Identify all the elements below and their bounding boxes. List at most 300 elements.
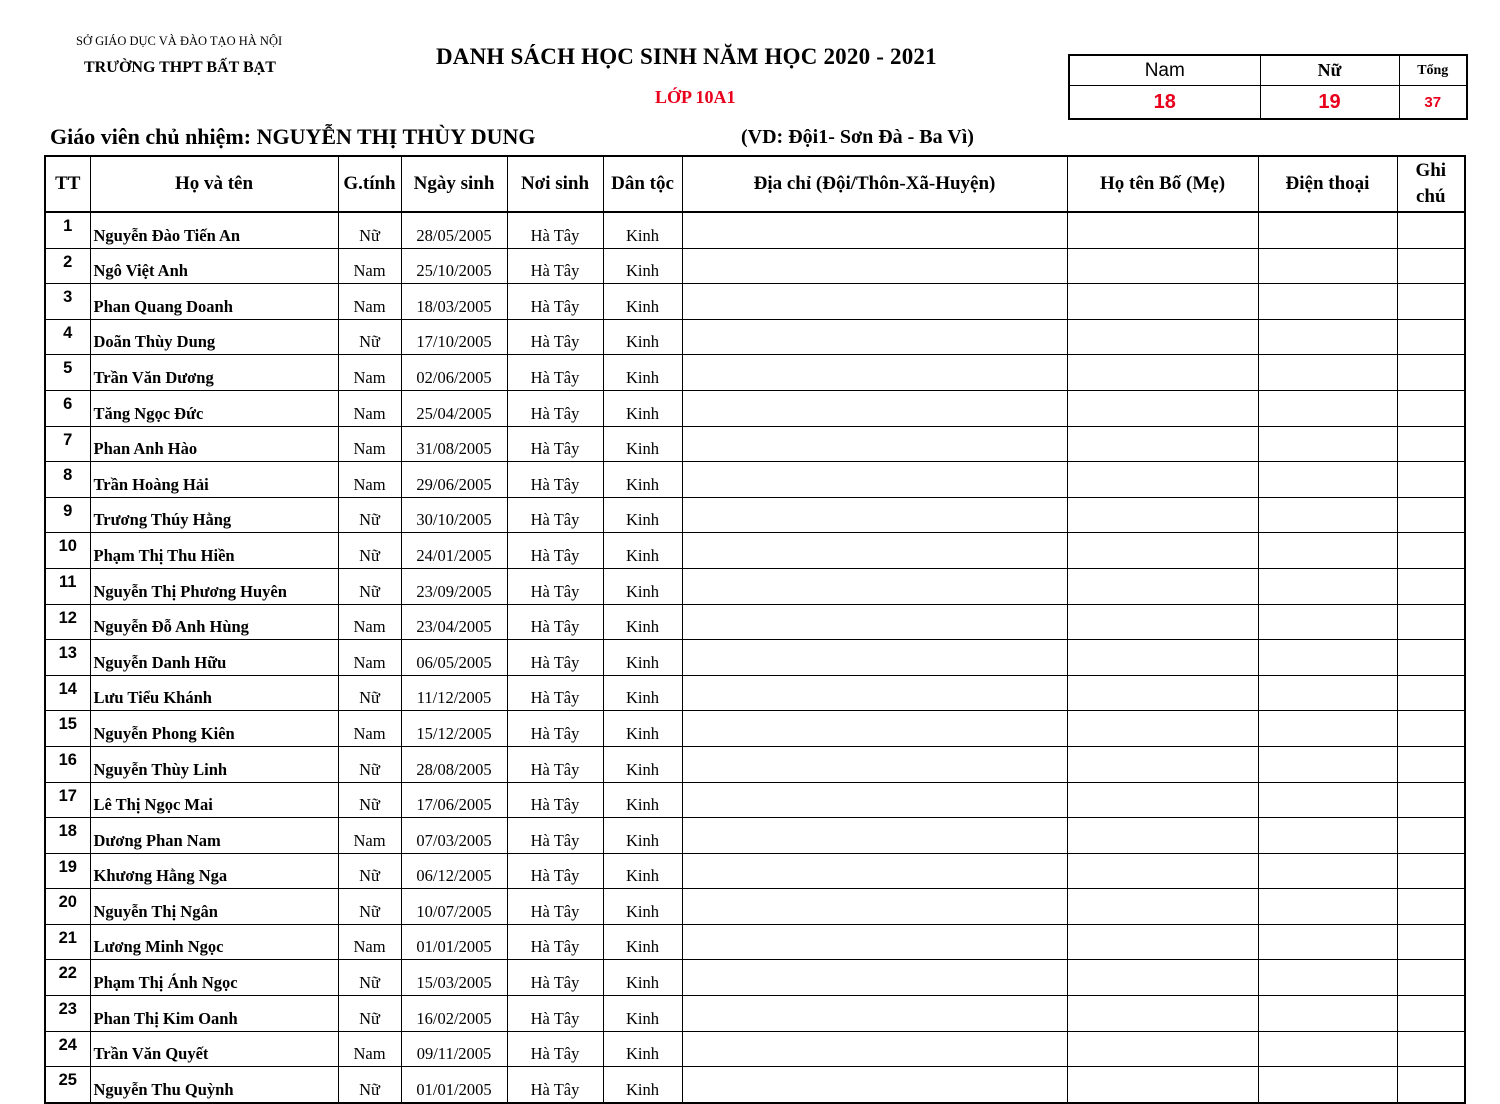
row-number: 7: [45, 426, 90, 462]
student-address: [682, 1031, 1067, 1067]
student-dob: 24/01/2005: [401, 533, 507, 569]
student-name: Nguyễn Thị Ngân: [90, 889, 338, 925]
student-birthplace: Hà Tây: [507, 604, 603, 640]
student-ethnicity: Kinh: [603, 640, 682, 676]
student-address: [682, 675, 1067, 711]
parent-name: [1067, 284, 1258, 320]
parent-name: [1067, 604, 1258, 640]
col-note-line2: chú: [1415, 186, 1446, 207]
table-row: [45, 533, 1465, 569]
student-dob: 23/04/2005: [401, 604, 507, 640]
table-row: [45, 355, 1465, 391]
student-name: Khương Hằng Nga: [90, 853, 338, 889]
row-number: 21: [45, 924, 90, 960]
col-name: Họ và tên: [90, 156, 338, 212]
student-birthplace: Hà Tây: [507, 818, 603, 854]
student-gender: Nam: [338, 426, 401, 462]
student-name: Phạm Thị Ánh Ngọc: [90, 960, 338, 996]
student-dob: 28/08/2005: [401, 746, 507, 782]
phone-number: [1258, 604, 1397, 640]
parent-name: [1067, 746, 1258, 782]
phone-number: [1258, 711, 1397, 747]
student-dob: 28/05/2005: [401, 212, 507, 248]
student-birthplace: Hà Tây: [507, 711, 603, 747]
note: [1397, 426, 1465, 462]
note: [1397, 533, 1465, 569]
student-gender: Nam: [338, 462, 401, 498]
table-row: [45, 782, 1465, 818]
table-row: [45, 248, 1465, 284]
student-name: Nguyễn Thùy Linh: [90, 746, 338, 782]
table-row: [45, 818, 1465, 854]
phone-number: [1258, 284, 1397, 320]
phone-number: [1258, 497, 1397, 533]
note: [1397, 319, 1465, 355]
student-list-table: [44, 155, 1466, 1104]
col-tt: TT: [45, 156, 90, 212]
student-dob: 10/07/2005: [401, 889, 507, 925]
note: [1397, 711, 1465, 747]
student-dob: 30/10/2005: [401, 497, 507, 533]
note: [1397, 284, 1465, 320]
student-name: Nguyễn Thu Quỳnh: [90, 1067, 338, 1103]
col-phone: Điện thoại: [1258, 156, 1397, 212]
student-address: [682, 284, 1067, 320]
row-number: 18: [45, 818, 90, 854]
note: [1397, 889, 1465, 925]
student-name: Nguyễn Danh Hữu: [90, 640, 338, 676]
student-ethnicity: Kinh: [603, 390, 682, 426]
student-birthplace: Hà Tây: [507, 284, 603, 320]
table-row: [45, 426, 1465, 462]
student-birthplace: Hà Tây: [507, 675, 603, 711]
student-ethnicity: Kinh: [603, 924, 682, 960]
col-note-line1: Ghi: [1415, 160, 1447, 181]
student-dob: 16/02/2005: [401, 996, 507, 1032]
table-row: [45, 1031, 1465, 1067]
student-address: [682, 533, 1067, 569]
student-dob: 06/12/2005: [401, 853, 507, 889]
student-dob: 25/04/2005: [401, 390, 507, 426]
phone-number: [1258, 675, 1397, 711]
student-ethnicity: Kinh: [603, 568, 682, 604]
student-address: [682, 924, 1067, 960]
note: [1397, 390, 1465, 426]
phone-number: [1258, 996, 1397, 1032]
note: [1397, 853, 1465, 889]
student-dob: 11/12/2005: [401, 675, 507, 711]
phone-number: [1258, 889, 1397, 925]
row-number: 17: [45, 782, 90, 818]
col-dob: Ngày sinh: [401, 156, 507, 212]
total-count: 37: [1399, 86, 1467, 120]
class-name: LỚP 10A1: [655, 87, 736, 107]
col-note: [1397, 156, 1465, 212]
student-name: Tăng Ngọc Đức: [90, 390, 338, 426]
row-number: 23: [45, 996, 90, 1032]
student-gender: Nữ: [338, 960, 401, 996]
col-parent: Họ tên Bố (Mẹ): [1067, 156, 1258, 212]
student-name: Dương Phan Nam: [90, 818, 338, 854]
parent-name: [1067, 711, 1258, 747]
student-dob: 31/08/2005: [401, 426, 507, 462]
student-gender: Nam: [338, 818, 401, 854]
note: [1397, 960, 1465, 996]
student-address: [682, 319, 1067, 355]
note: [1397, 782, 1465, 818]
student-dob: 25/10/2005: [401, 248, 507, 284]
student-ethnicity: Kinh: [603, 711, 682, 747]
col-ethnicity: Dân tộc: [603, 156, 682, 212]
phone-number: [1258, 1067, 1397, 1103]
phone-number: [1258, 924, 1397, 960]
note: [1397, 746, 1465, 782]
table-row: [45, 675, 1465, 711]
note: [1397, 640, 1465, 676]
table-row: [45, 497, 1465, 533]
student-name: Lưu Tiểu Khánh: [90, 675, 338, 711]
school-name: TRƯỜNG THPT BẤT BẠT: [84, 59, 276, 76]
student-ethnicity: Kinh: [603, 853, 682, 889]
student-name: Phan Anh Hào: [90, 426, 338, 462]
student-gender: Nam: [338, 390, 401, 426]
note: [1397, 212, 1465, 248]
phone-number: [1258, 319, 1397, 355]
student-dob: 17/06/2005: [401, 782, 507, 818]
parent-name: [1067, 818, 1258, 854]
row-number: 24: [45, 1031, 90, 1067]
phone-number: [1258, 1031, 1397, 1067]
student-dob: 07/03/2005: [401, 818, 507, 854]
parent-name: [1067, 853, 1258, 889]
col-birthplace: Nơi sinh: [507, 156, 603, 212]
phone-number: [1258, 960, 1397, 996]
student-gender: Nam: [338, 924, 401, 960]
student-ethnicity: Kinh: [603, 212, 682, 248]
parent-name: [1067, 960, 1258, 996]
row-number: 22: [45, 960, 90, 996]
student-ethnicity: Kinh: [603, 604, 682, 640]
row-number: 10: [45, 533, 90, 569]
phone-number: [1258, 426, 1397, 462]
student-gender: Nữ: [338, 746, 401, 782]
student-ethnicity: Kinh: [603, 248, 682, 284]
parent-name: [1067, 675, 1258, 711]
student-gender: Nữ: [338, 533, 401, 569]
parent-name: [1067, 426, 1258, 462]
student-ethnicity: Kinh: [603, 960, 682, 996]
student-gender: Nữ: [338, 889, 401, 925]
student-gender: Nam: [338, 355, 401, 391]
row-number: 19: [45, 853, 90, 889]
student-ethnicity: Kinh: [603, 996, 682, 1032]
student-address: [682, 746, 1067, 782]
student-name: Trần Văn Quyết: [90, 1031, 338, 1067]
student-gender: Nữ: [338, 1067, 401, 1103]
student-birthplace: Hà Tây: [507, 746, 603, 782]
homeroom-teacher: Giáo viên chủ nhiệm: NGUYỄN THỊ THÙY DUNG: [50, 124, 536, 149]
note: [1397, 996, 1465, 1032]
table-row: [45, 960, 1465, 996]
student-ethnicity: Kinh: [603, 355, 682, 391]
student-ethnicity: Kinh: [603, 1031, 682, 1067]
student-dob: 15/12/2005: [401, 711, 507, 747]
table-row: [45, 390, 1465, 426]
student-dob: 09/11/2005: [401, 1031, 507, 1067]
note: [1397, 568, 1465, 604]
student-address: [682, 640, 1067, 676]
student-dob: 18/03/2005: [401, 284, 507, 320]
student-ethnicity: Kinh: [603, 497, 682, 533]
student-name: Ngô Việt Anh: [90, 248, 338, 284]
student-birthplace: Hà Tây: [507, 924, 603, 960]
student-ethnicity: Kinh: [603, 889, 682, 925]
parent-name: [1067, 462, 1258, 498]
row-number: 1: [45, 212, 90, 248]
row-number: 12: [45, 604, 90, 640]
student-birthplace: Hà Tây: [507, 497, 603, 533]
parent-name: [1067, 640, 1258, 676]
student-name: Phan Quang Doanh: [90, 284, 338, 320]
table-row: [45, 568, 1465, 604]
table-row: [45, 1067, 1465, 1103]
col-address: Địa chỉ (Đội/Thôn-Xã-Huyện): [682, 156, 1067, 212]
student-birthplace: Hà Tây: [507, 212, 603, 248]
student-address: [682, 996, 1067, 1032]
student-gender: Nữ: [338, 497, 401, 533]
department-name: SỞ GIÁO DỤC VÀ ĐÀO TẠO HÀ NỘI: [76, 34, 283, 48]
student-address: [682, 426, 1067, 462]
student-address: [682, 212, 1067, 248]
student-gender: Nam: [338, 1031, 401, 1067]
phone-number: [1258, 533, 1397, 569]
row-number: 11: [45, 568, 90, 604]
phone-number: [1258, 390, 1397, 426]
row-number: 20: [45, 889, 90, 925]
student-dob: 06/05/2005: [401, 640, 507, 676]
student-address: [682, 711, 1067, 747]
table-row: [45, 462, 1465, 498]
student-name: Phan Thị Kim Oanh: [90, 996, 338, 1032]
student-name: Trương Thúy Hằng: [90, 497, 338, 533]
row-number: 3: [45, 284, 90, 320]
student-gender: Nam: [338, 284, 401, 320]
phone-number: [1258, 248, 1397, 284]
student-birthplace: Hà Tây: [507, 960, 603, 996]
student-birthplace: Hà Tây: [507, 1067, 603, 1103]
note: [1397, 924, 1465, 960]
female-count: 19: [1260, 86, 1399, 120]
student-ethnicity: Kinh: [603, 746, 682, 782]
parent-name: [1067, 319, 1258, 355]
phone-number: [1258, 818, 1397, 854]
table-row: [45, 319, 1465, 355]
address-example: (VD: Đội1- Sơn Đà - Ba Vì): [741, 126, 974, 148]
student-ethnicity: Kinh: [603, 782, 682, 818]
student-ethnicity: Kinh: [603, 426, 682, 462]
student-name: Doãn Thùy Dung: [90, 319, 338, 355]
student-birthplace: Hà Tây: [507, 640, 603, 676]
student-gender: Nữ: [338, 319, 401, 355]
student-gender: Nam: [338, 604, 401, 640]
student-name: Nguyễn Đỗ Anh Hùng: [90, 604, 338, 640]
row-number: 15: [45, 711, 90, 747]
student-birthplace: Hà Tây: [507, 319, 603, 355]
student-address: [682, 248, 1067, 284]
student-birthplace: Hà Tây: [507, 355, 603, 391]
student-birthplace: Hà Tây: [507, 996, 603, 1032]
student-dob: 17/10/2005: [401, 319, 507, 355]
phone-number: [1258, 568, 1397, 604]
student-gender: Nữ: [338, 212, 401, 248]
table-row: [45, 996, 1465, 1032]
student-name: Nguyễn Phong Kiên: [90, 711, 338, 747]
male-label: Nam: [1069, 55, 1260, 86]
parent-name: [1067, 390, 1258, 426]
parent-name: [1067, 568, 1258, 604]
student-name: Phạm Thị Thu Hiền: [90, 533, 338, 569]
student-gender: Nữ: [338, 996, 401, 1032]
student-address: [682, 1067, 1067, 1103]
page-title: DANH SÁCH HỌC SINH NĂM HỌC 2020 - 2021: [436, 44, 937, 69]
note: [1397, 355, 1465, 391]
phone-number: [1258, 746, 1397, 782]
note: [1397, 1067, 1465, 1103]
table-row: [45, 889, 1465, 925]
student-dob: 23/09/2005: [401, 568, 507, 604]
parent-name: [1067, 782, 1258, 818]
row-number: 2: [45, 248, 90, 284]
student-address: [682, 568, 1067, 604]
note: [1397, 497, 1465, 533]
table-row: [45, 853, 1465, 889]
parent-name: [1067, 497, 1258, 533]
row-number: 13: [45, 640, 90, 676]
total-label: Tổng: [1399, 55, 1467, 86]
student-birthplace: Hà Tây: [507, 390, 603, 426]
student-birthplace: Hà Tây: [507, 426, 603, 462]
student-address: [682, 390, 1067, 426]
parent-name: [1067, 924, 1258, 960]
student-address: [682, 889, 1067, 925]
phone-number: [1258, 462, 1397, 498]
student-gender: Nam: [338, 248, 401, 284]
student-gender: Nam: [338, 711, 401, 747]
student-name: Trần Hoàng Hải: [90, 462, 338, 498]
row-number: 5: [45, 355, 90, 391]
student-address: [682, 853, 1067, 889]
row-number: 14: [45, 675, 90, 711]
student-address: [682, 960, 1067, 996]
note: [1397, 462, 1465, 498]
row-number: 4: [45, 319, 90, 355]
phone-number: [1258, 640, 1397, 676]
parent-name: [1067, 355, 1258, 391]
student-address: [682, 462, 1067, 498]
student-birthplace: Hà Tây: [507, 853, 603, 889]
student-gender: Nữ: [338, 853, 401, 889]
student-birthplace: Hà Tây: [507, 889, 603, 925]
student-dob: 01/01/2005: [401, 924, 507, 960]
student-ethnicity: Kinh: [603, 818, 682, 854]
student-dob: 02/06/2005: [401, 355, 507, 391]
student-birthplace: Hà Tây: [507, 248, 603, 284]
student-birthplace: Hà Tây: [507, 782, 603, 818]
phone-number: [1258, 355, 1397, 391]
phone-number: [1258, 853, 1397, 889]
table-row: [45, 924, 1465, 960]
male-count: 18: [1069, 86, 1260, 120]
note: [1397, 248, 1465, 284]
student-address: [682, 818, 1067, 854]
table-header-row: [45, 156, 1465, 212]
phone-number: [1258, 782, 1397, 818]
student-ethnicity: Kinh: [603, 1067, 682, 1103]
student-dob: 15/03/2005: [401, 960, 507, 996]
student-name: Lê Thị Ngọc Mai: [90, 782, 338, 818]
student-dob: 29/06/2005: [401, 462, 507, 498]
note: [1397, 818, 1465, 854]
row-number: 8: [45, 462, 90, 498]
student-ethnicity: Kinh: [603, 675, 682, 711]
table-row: [45, 711, 1465, 747]
col-gender: G.tính: [338, 156, 401, 212]
student-ethnicity: Kinh: [603, 284, 682, 320]
student-ethnicity: Kinh: [603, 319, 682, 355]
parent-name: [1067, 889, 1258, 925]
student-gender: Nam: [338, 640, 401, 676]
student-birthplace: Hà Tây: [507, 462, 603, 498]
parent-name: [1067, 1067, 1258, 1103]
row-number: 9: [45, 497, 90, 533]
row-number: 6: [45, 390, 90, 426]
parent-name: [1067, 212, 1258, 248]
table-row: [45, 746, 1465, 782]
student-ethnicity: Kinh: [603, 462, 682, 498]
student-ethnicity: Kinh: [603, 533, 682, 569]
gender-summary-table: [1068, 54, 1468, 120]
table-row: [45, 640, 1465, 676]
student-address: [682, 604, 1067, 640]
row-number: 25: [45, 1067, 90, 1103]
student-address: [682, 497, 1067, 533]
row-number: 16: [45, 746, 90, 782]
note: [1397, 1031, 1465, 1067]
student-birthplace: Hà Tây: [507, 1031, 603, 1067]
student-address: [682, 355, 1067, 391]
note: [1397, 675, 1465, 711]
student-birthplace: Hà Tây: [507, 568, 603, 604]
student-gender: Nữ: [338, 675, 401, 711]
table-row: [45, 604, 1465, 640]
student-dob: 01/01/2005: [401, 1067, 507, 1103]
phone-number: [1258, 212, 1397, 248]
student-address: [682, 782, 1067, 818]
student-gender: Nữ: [338, 568, 401, 604]
student-name: Nguyễn Thị Phương Huyên: [90, 568, 338, 604]
table-row: [45, 284, 1465, 320]
student-name: Lương Minh Ngọc: [90, 924, 338, 960]
student-name: Nguyễn Đào Tiến An: [90, 212, 338, 248]
parent-name: [1067, 248, 1258, 284]
student-birthplace: Hà Tây: [507, 533, 603, 569]
student-gender: Nữ: [338, 782, 401, 818]
parent-name: [1067, 996, 1258, 1032]
note: [1397, 604, 1465, 640]
table-row: [45, 212, 1465, 248]
parent-name: [1067, 533, 1258, 569]
parent-name: [1067, 1031, 1258, 1067]
